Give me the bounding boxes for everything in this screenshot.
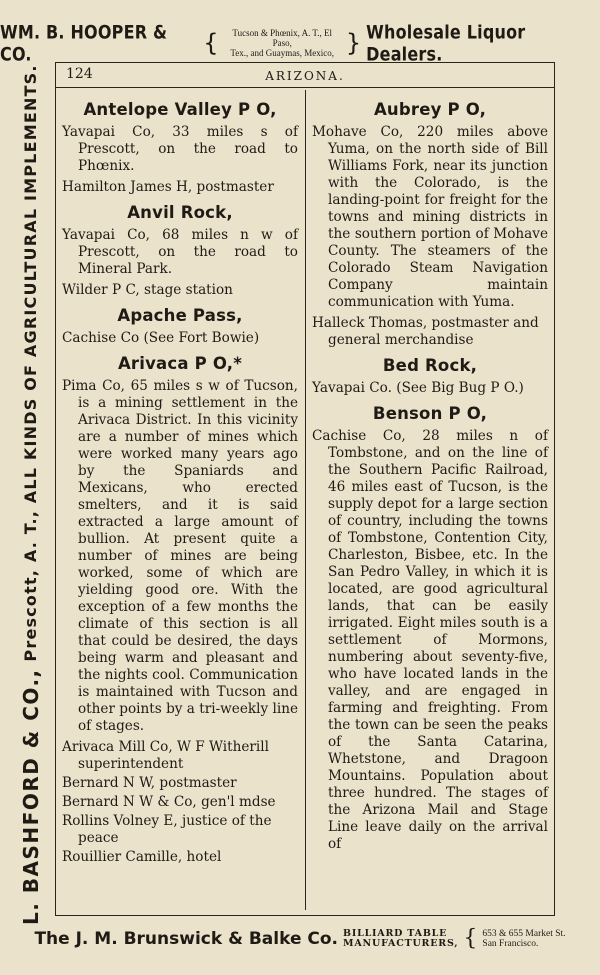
brace-right: } xyxy=(345,29,362,57)
page-frame xyxy=(55,62,555,916)
brace-left: { xyxy=(203,29,219,57)
bottom-advertiser-address xyxy=(482,929,565,949)
directory-listing: Arivaca Mill Co, W F Witherill superintendent xyxy=(62,739,269,772)
advertiser-locations xyxy=(224,28,341,58)
page-number: 124 xyxy=(66,66,93,82)
right-column xyxy=(312,93,548,857)
trade-line-2: MANUFACTURERS, xyxy=(343,938,459,949)
page-title: ARIZONA. xyxy=(265,69,345,83)
advertiser-trade: Wholesale Liquor Dealers. xyxy=(366,21,526,65)
directory-listing: Bernard N W, postmaster xyxy=(62,775,237,791)
address-line-2: San Francisco. xyxy=(482,939,539,949)
directory-listing: Rouillier Camille, hotel xyxy=(62,849,222,865)
bottom-advertiser-name: The J. M. Brunswick & Balke Co. xyxy=(34,929,339,949)
locations-line-1: Tucson & Phœnix, A. T., El Paso, xyxy=(232,28,332,48)
entry-heading: Anvil Rock, xyxy=(127,203,233,222)
bottom-advertiser-trade xyxy=(343,929,458,949)
trade-line-1: BILLIARD TABLE xyxy=(343,928,448,939)
entry-description: Yavapai Co. (See Big Bug P O.) xyxy=(312,380,524,396)
left-column xyxy=(62,93,298,868)
entry-description: Yavapai Co, 33 miles s of Prescott, on the road to Phœnix. xyxy=(62,124,298,174)
directory-listing: Halleck Thomas, postmaster and general merchandise xyxy=(312,315,539,348)
entry-heading: Arivaca P O,* xyxy=(117,354,243,373)
entry-heading: Benson P O, xyxy=(372,404,488,423)
entry-heading: Apache Pass, xyxy=(117,306,243,325)
bottom-advertisement xyxy=(0,922,600,956)
page-header xyxy=(56,63,554,88)
top-advertisement xyxy=(0,22,600,64)
entry-heading: Antelope Valley P O, xyxy=(83,100,277,119)
directory-listing: Wilder P C, stage station xyxy=(62,282,233,298)
entry-heading: Aubrey P O, xyxy=(373,100,487,119)
entry-description: Cachise Co, 28 miles n of Tombstone, and on the line of the Southern Pacific Railroad, 46 miles east of Tucson, is the supply depot for a large section of country, including the towns of Tombstone, Contention City, Charleston, Bisbee, etc. In the San Pedro Valley, in which it is located, are good agricultural lands, that can be easily irrigated. Eight miles south is a settlement of Mormons, numbering about seventy-five, who have located lands in the valley, and are engaged in farming and freighting. From the town can be seen the peaks of the Santa Catarina, Whetstone, and Dragoon Mountains. Population about three hundred. The stages of the Arizona Mail and Stage Line leave daily on the arrival of xyxy=(312,428,548,852)
directory-listing: Hamilton James H, postmaster xyxy=(62,179,274,195)
entry-description: Mohave Co, 220 miles above Yuma, on the north side of Bill Williams Fork, near its junction with the Colorado, is the landing-point for freight for the towns and mining districts in the southern portion of Mohave County. The steamers of the Colorado Steam Navigation Company maintain communication with Yuma. xyxy=(312,124,548,310)
directory-listing: Rollins Volney E, justice of the peace xyxy=(62,813,272,846)
entry-description: Pima Co, 65 miles s w of Tucson, is a mining settlement in the Arivaca District. In this vicinity are a number of mines which were worked many years ago by the Spaniards and Mexicans, who erected smelters, and it is said extracted a large amount of bullion. At present quite a number of mines are being worked, some of which are yielding good ore. With the exception of a few months the climate of this section is all that could be desired, the days being warm and pleasant and the nights cool. Communication is maintained with Tucson and other points by a tri-weekly line of stages. xyxy=(62,378,298,734)
locations-line-2: Tex., and Guaymas, Mexico, xyxy=(230,48,334,58)
entry-description: Cachise Co (See Fort Bowie) xyxy=(62,330,260,346)
directory-listing: Bernard N W & Co, gen'l mdse xyxy=(62,794,276,810)
side-advertisement xyxy=(10,64,52,926)
address-line-1: 653 & 655 Market St. xyxy=(482,929,566,939)
side-ad-text: Prescott, A. T., ALL KINDS OF AGRICULTURAL IMPLEMENTS. xyxy=(21,64,40,662)
entry-description: Yavapai Co, 68 miles n w of Prescott, on the road to Mineral Park. xyxy=(62,227,298,277)
advertiser-name: WM. B. HOOPER & CO. xyxy=(0,21,168,65)
column-divider xyxy=(305,90,306,910)
brace: { xyxy=(463,926,478,951)
side-ad-firm: L. BASHFORD & CO., xyxy=(19,668,43,926)
entry-heading: Bed Rock, xyxy=(382,356,478,375)
